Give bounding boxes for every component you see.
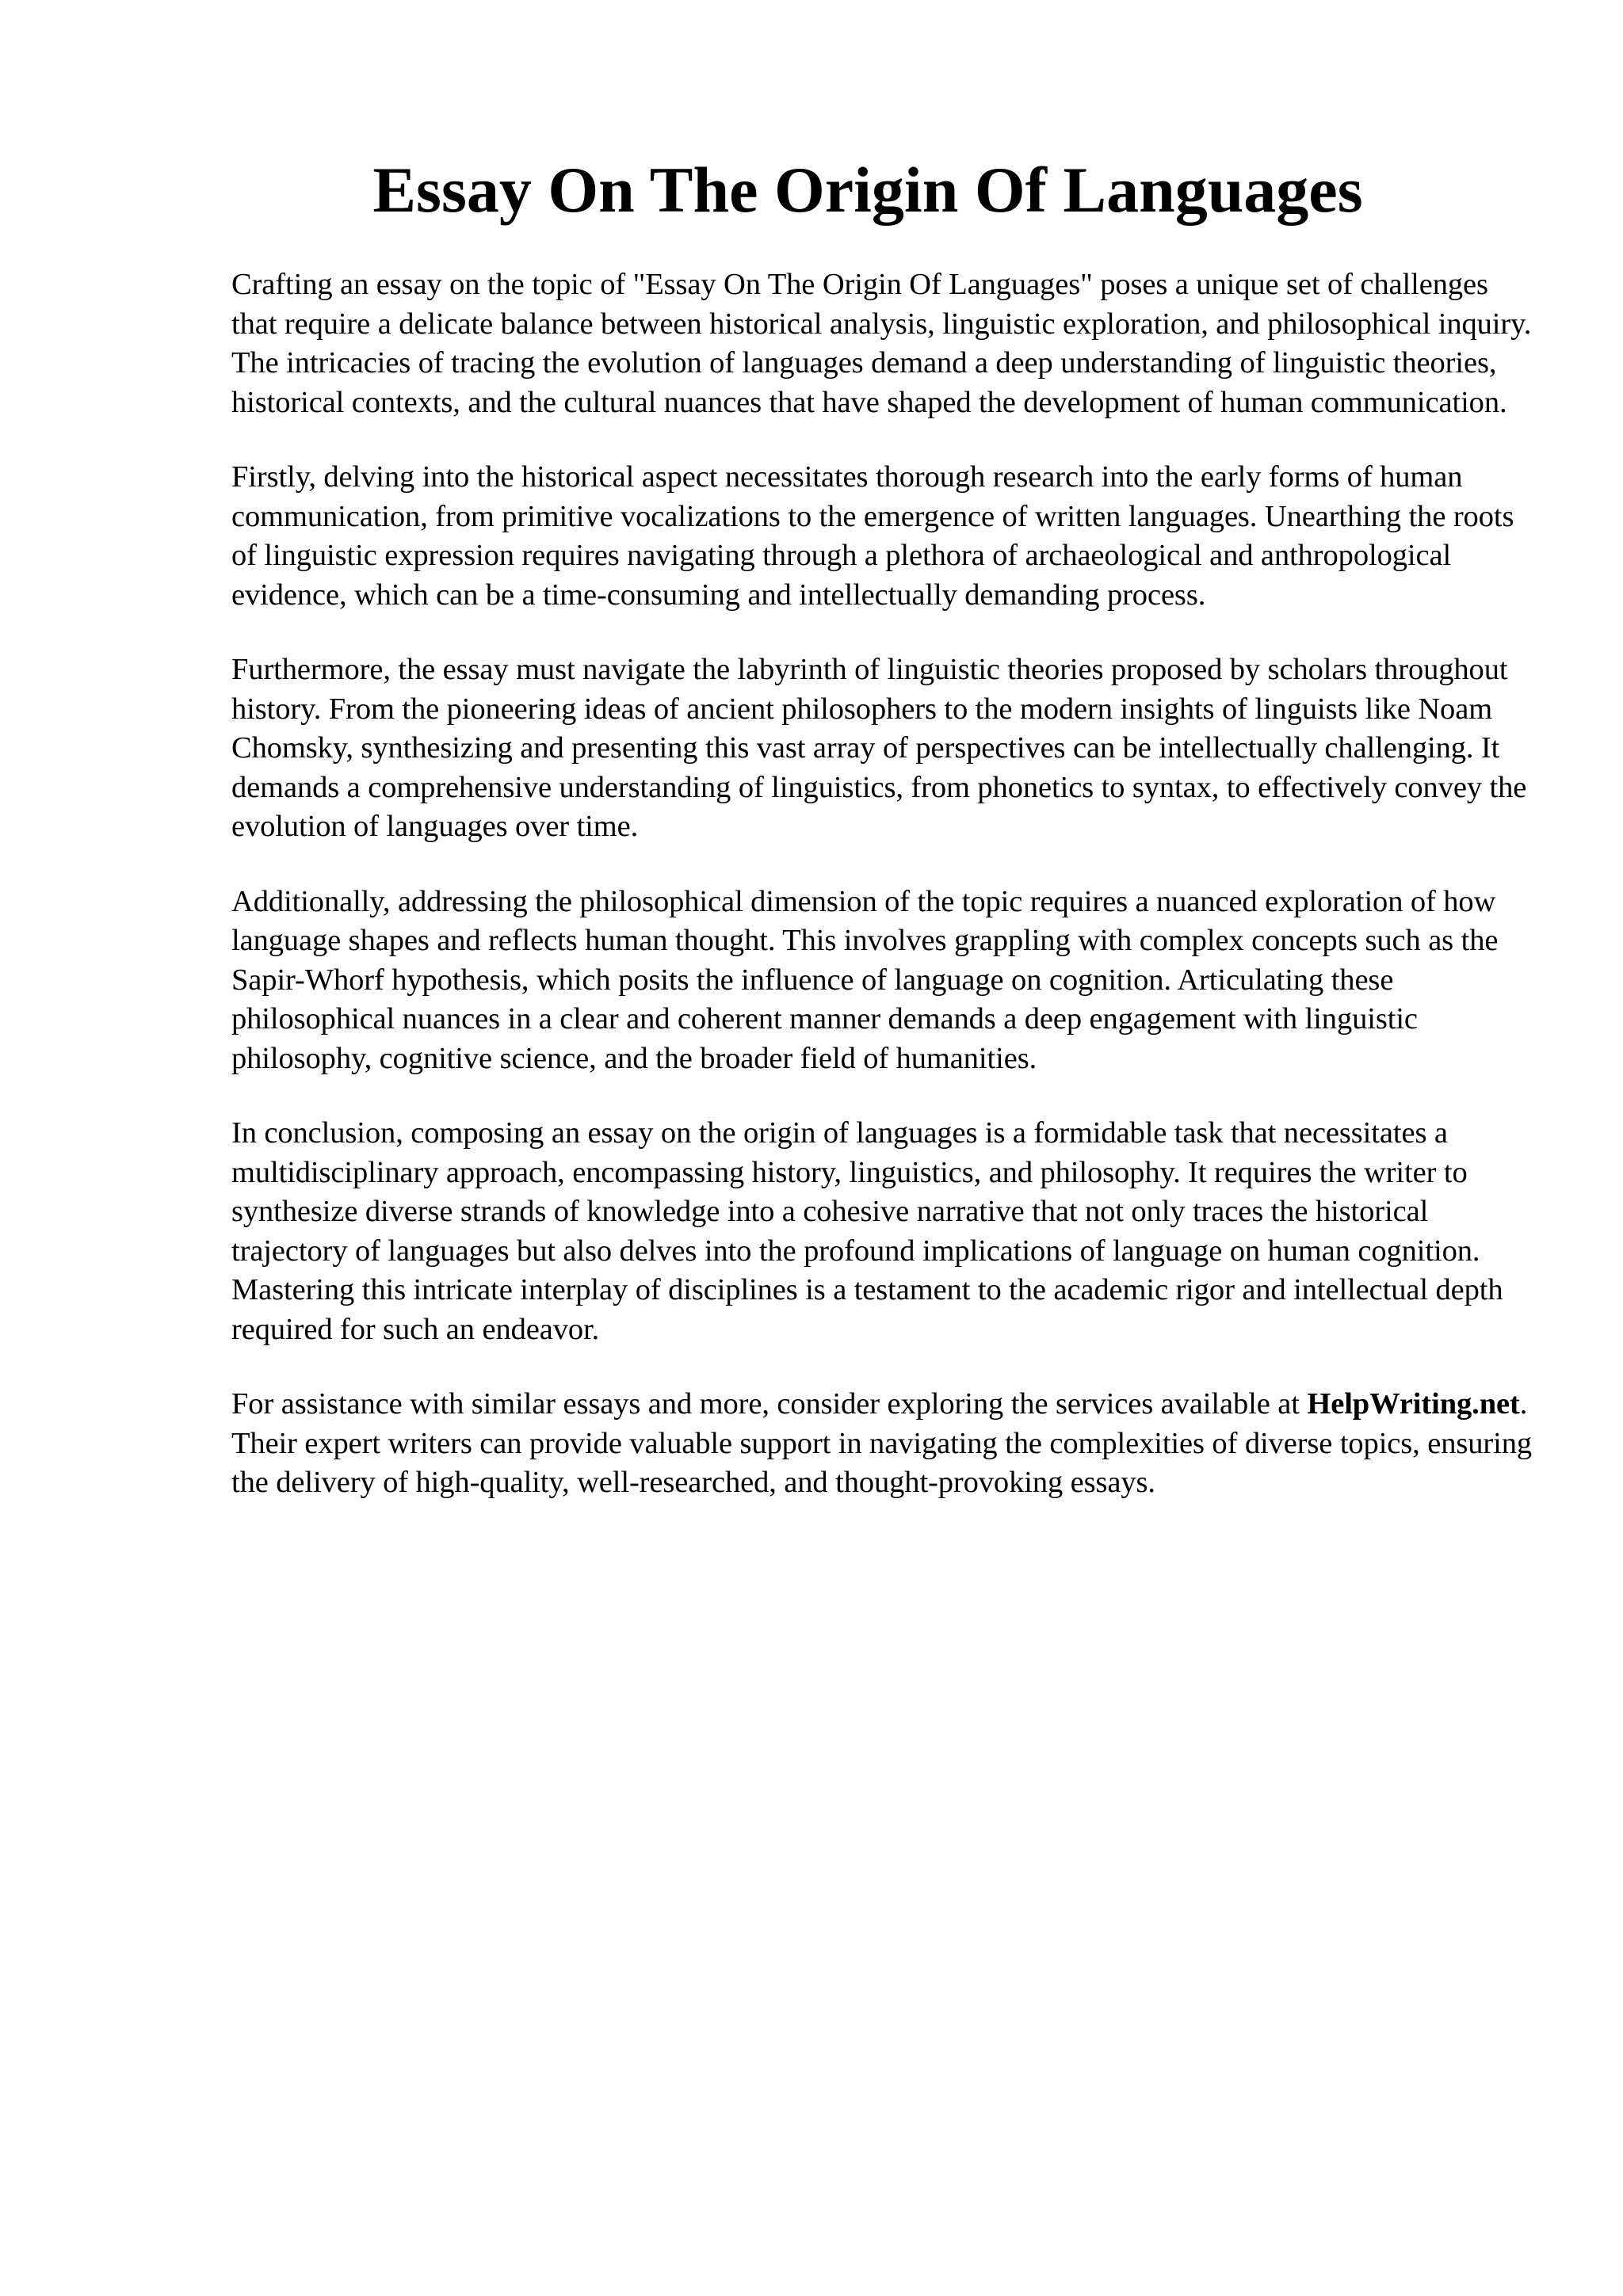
closing-text-after: . Their expert writers can provide valuable support in navigating the complexities of diverse topics, ensuring the delivery of high-quality, well-researched, and thought-provoking essays. bbox=[231, 1387, 1533, 1499]
page-title: Essay On The Origin Of Languages bbox=[372, 154, 1363, 226]
paragraph-intro: Crafting an essay on the topic of "Essay On The Origin Of Languages" poses a unique set of challenges that require a delicate balance between historical analysis, linguistic exploration, and philosophical inquiry. The intricacies of tracing the evolution of languages demand a deep understanding of linguistic theories, historical contexts, and the cultural nuances that have shaped the development of human communication. bbox=[231, 268, 1532, 419]
closing-text-before: For assistance with similar essays and more, consider exploring the services available at bbox=[231, 1387, 1308, 1421]
essay-body bbox=[231, 265, 1539, 1539]
paragraph-closing bbox=[231, 1385, 1539, 1503]
paragraph-philosophical: Additionally, addressing the philosophical dimension of the topic requires a nuanced exploration of how language shapes and reflects human thought. This involves grappling with complex concepts such as the Sapir-Whorf hypothesis, which posits the influence of language on cognition. Articulating these philosophical nuances in a clear and coherent manner demands a deep engagement with linguistic philosophy, cognitive science, and the broader field of humanities. bbox=[231, 884, 1499, 1075]
paragraph-historical: Firstly, delving into the historical aspect necessitates thorough research into the early forms of human communication, from primitive vocalizations to the emergence of written languages. Unearthing the roots of linguistic expression requires navigating through a plethora of archaeological and anthropological evidence, which can be a time-consuming and intellectually demanding process. bbox=[231, 460, 1514, 612]
helpwriting-link[interactable]: HelpWriting.net bbox=[1307, 1387, 1520, 1421]
paragraph-conclusion: In conclusion, composing an essay on the origin of languages is a formidable task that necessitates a multidisciplinary approach, encompassing history, linguistics, and philosophy. It requires the writer to synthesize diverse strands of knowledge into a cohesive narrative that not only traces the historical trajectory of languages but also delves into the profound implications of language on human cognition. Mastering this intricate interplay of disciplines is a testament to the academic rigor and intellectual depth required for such an endeavor. bbox=[231, 1116, 1503, 1346]
paragraph-theories: Furthermore, the essay must navigate the labyrinth of linguistic theories proposed by scholars throughout history. From the pioneering ideas of ancient philosophers to the modern insights of linguists like Noam Chomsky, synthesizing and presenting this vast array of perspectives can be intellectually challenging. It demands a comprehensive understanding of linguistics, from phonetics to syntax, to effectively convey the evolution of languages over time. bbox=[231, 653, 1527, 843]
